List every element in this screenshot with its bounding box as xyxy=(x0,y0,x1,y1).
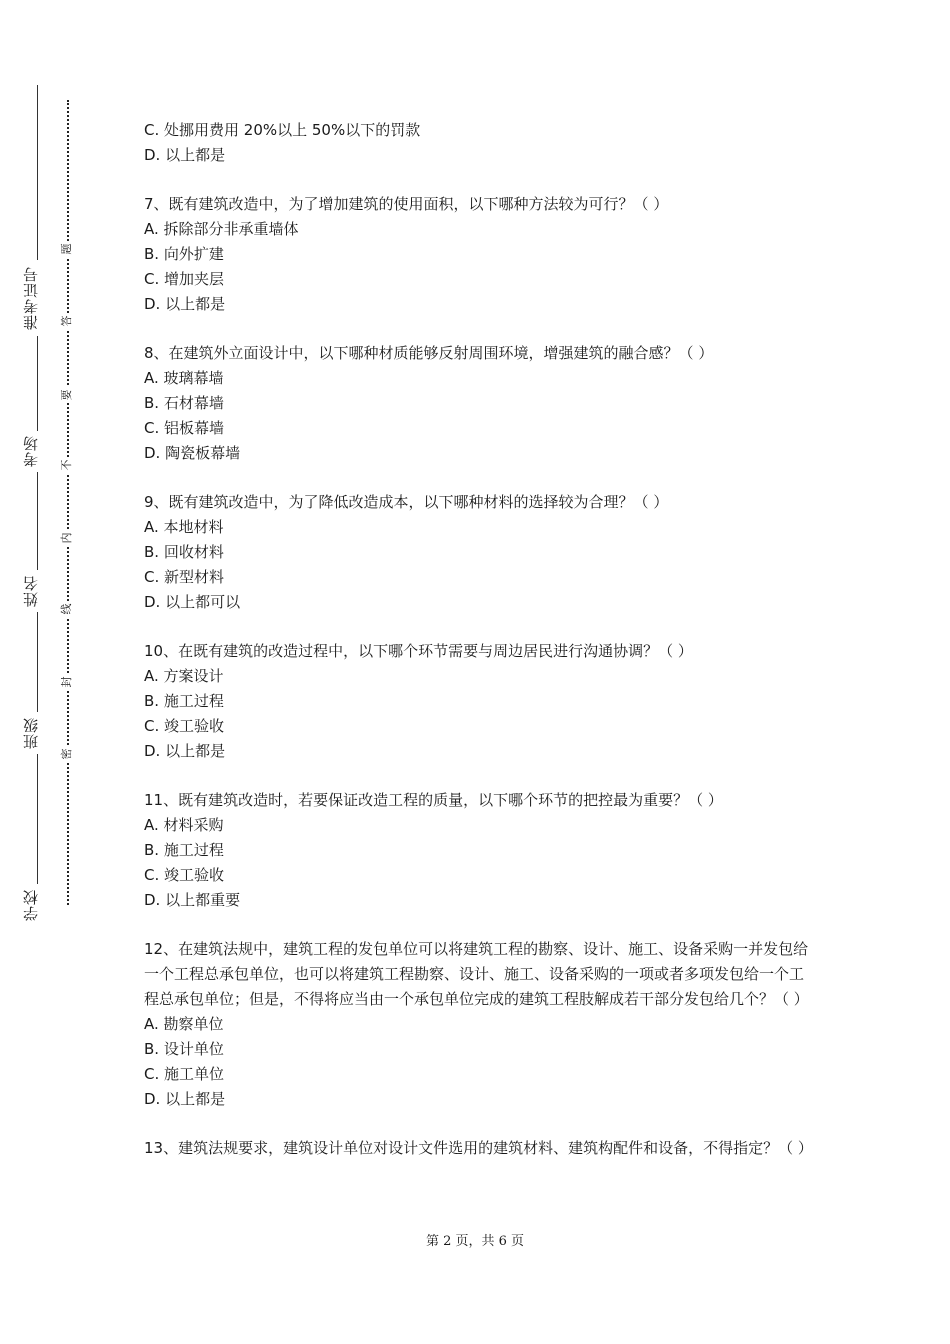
option: C. 处挪用费用 20%以上 50%以下的罚款 xyxy=(144,121,421,139)
question-6-continued xyxy=(144,118,814,168)
binding-label-name: 姓名 xyxy=(22,575,40,607)
question-11 xyxy=(144,788,814,913)
option: B. 施工过程 xyxy=(144,841,224,859)
option: D. 以上都可以 xyxy=(144,593,241,611)
seal-char: 封 xyxy=(61,674,73,690)
seal-char: 线 xyxy=(61,601,73,617)
option: B. 设计单位 xyxy=(144,1040,224,1058)
option: A. 材料采购 xyxy=(144,816,224,834)
question-9 xyxy=(144,490,814,615)
option: C. 增加夹层 xyxy=(144,270,225,288)
option: D. 以上都重要 xyxy=(144,891,241,909)
option: A. 勘察单位 xyxy=(144,1015,224,1033)
binding-label-exam-room: 考场 xyxy=(22,435,40,467)
binding-line xyxy=(37,472,38,570)
seal-char: 内 xyxy=(61,530,73,546)
option: C. 竣工验收 xyxy=(144,866,225,884)
option: C. 施工单位 xyxy=(144,1065,225,1083)
binding-line xyxy=(37,336,38,431)
seal-char: 题 xyxy=(61,241,73,257)
question-stem: 9、既有建筑改造中，为了降低改造成本，以下哪种材料的选择较为合理？（ ） xyxy=(144,493,669,511)
binding-label-class: 班级 xyxy=(22,717,40,749)
question-stem: 10、在既有建筑的改造过程中，以下哪个环节需要与周边居民进行沟通协调？（ ） xyxy=(144,642,693,660)
binding-label-exam-id: 准考证号 xyxy=(22,266,40,330)
question-13 xyxy=(144,1136,814,1161)
question-stem: 13、建筑法规要求，建筑设计单位对设计文件选用的建筑材料、建筑构配件和设备，不得指定？（ ） xyxy=(144,1139,813,1157)
option: B. 施工过程 xyxy=(144,692,224,710)
question-stem: 12、在建筑法规中，建筑工程的发包单位可以将建筑工程的勘察、设计、施工、设备采购一并发包给一个工程总承包单位，也可以将建筑工程勘察、设计、施工、设备采购的一项或者多项发包给一个工程总承包单位；但是，不得将应当由一个承包单位完成的建筑工程肢解成若干部分发包给几个？（ ） xyxy=(144,940,809,1008)
option: C. 新型材料 xyxy=(144,568,225,586)
binding-line xyxy=(37,85,38,260)
page-footer: 第 2 页，共 6 页 xyxy=(425,1234,525,1249)
option: B. 向外扩建 xyxy=(144,245,224,263)
option: D. 以上都是 xyxy=(144,742,226,760)
option: A. 本地材料 xyxy=(144,518,224,536)
question-list xyxy=(144,118,814,1185)
question-stem: 8、在建筑外立面设计中，以下哪种材质能够反射周围环境，增强建筑的融合感？（ ） xyxy=(144,344,714,362)
seal-dotted-line xyxy=(67,100,69,905)
binding-label-school: 学校 xyxy=(22,889,40,921)
option: D. 陶瓷板幕墙 xyxy=(144,444,241,462)
seal-char: 要 xyxy=(61,387,73,403)
option: A. 拆除部分非承重墙体 xyxy=(144,220,299,238)
binding-line xyxy=(37,612,38,712)
binding-line xyxy=(37,754,38,884)
seal-char: 不 xyxy=(61,457,73,473)
seal-char: 密 xyxy=(61,746,73,762)
option: C. 铝板幕墙 xyxy=(144,419,225,437)
question-7 xyxy=(144,192,814,317)
question-stem: 7、既有建筑改造中，为了增加建筑的使用面积，以下哪种方法较为可行？（ ） xyxy=(144,195,669,213)
option: D. 以上都是 xyxy=(144,146,226,164)
option: B. 石材幕墙 xyxy=(144,394,224,412)
question-12 xyxy=(144,937,814,1112)
seal-char: 答 xyxy=(61,313,73,329)
option: A. 玻璃幕墙 xyxy=(144,369,224,387)
question-10 xyxy=(144,639,814,764)
option: A. 方案设计 xyxy=(144,667,224,685)
question-8 xyxy=(144,341,814,466)
option: C. 竣工验收 xyxy=(144,717,225,735)
question-stem: 11、既有建筑改造时，若要保证改造工程的质量，以下哪个环节的把控最为重要？（ ） xyxy=(144,791,723,809)
option: D. 以上都是 xyxy=(144,1090,226,1108)
option: B. 回收材料 xyxy=(144,543,224,561)
option: D. 以上都是 xyxy=(144,295,226,313)
